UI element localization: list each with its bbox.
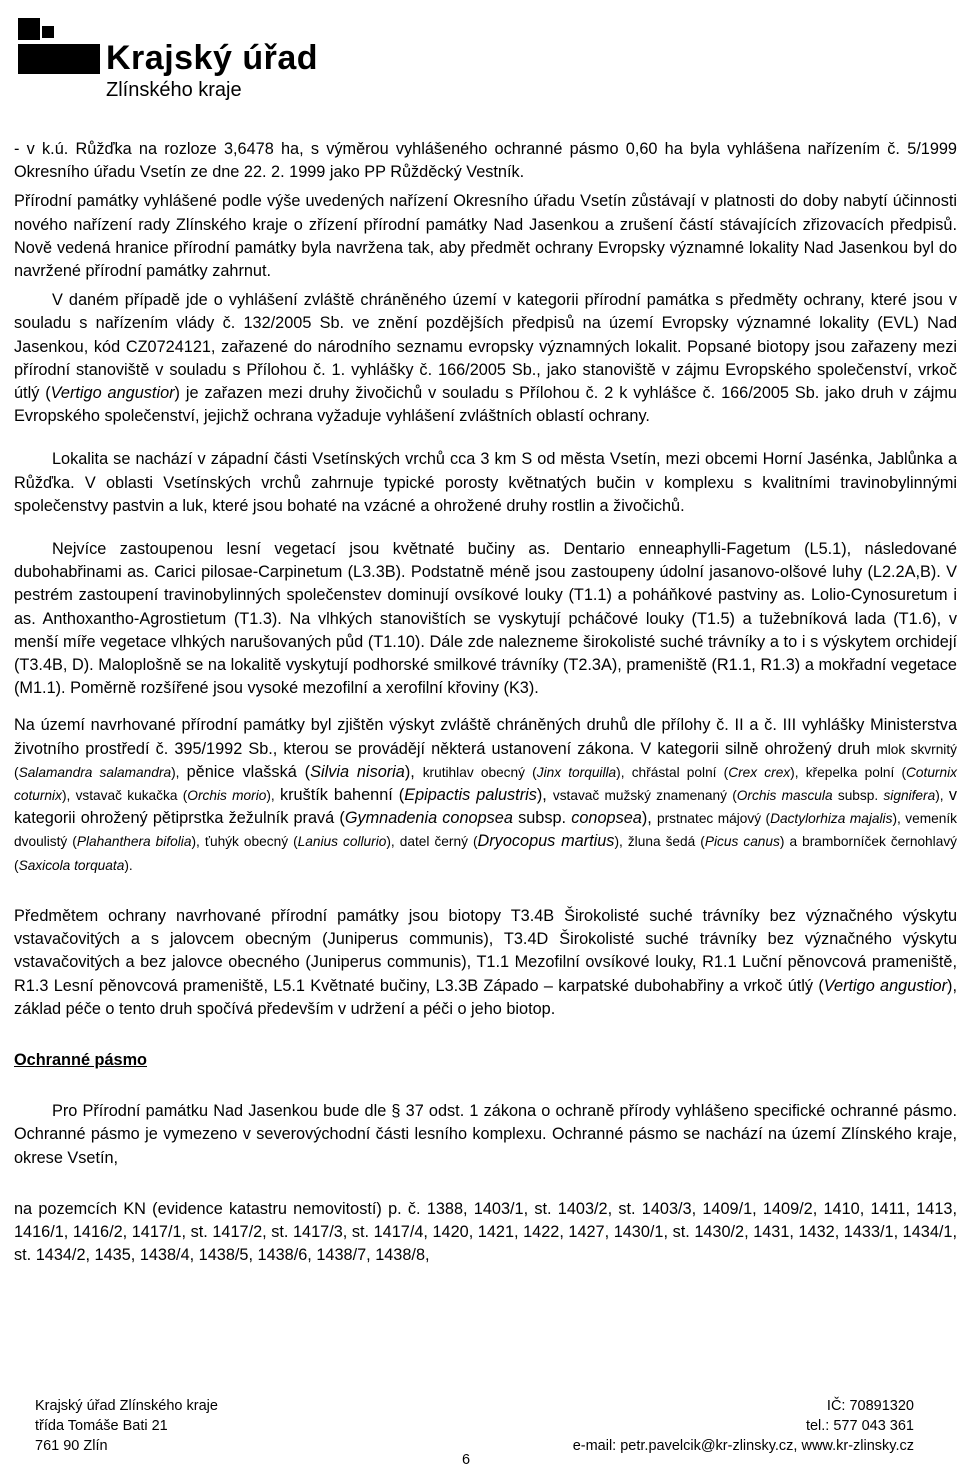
paragraph-parcels: na pozemcích KN (evidence katastru nemovitostí) p. č. 1388, 1403/1, st. 1403/2, st. 1403/3, 1409/1, 1409/2, 1410, 1411, 1413, 1416/1, 1416/2, 1417/1, st. 1417/2, st. 1417/3, st. 1417/4, 1420, 1421, 1422, 1427, 1430/1, st. 1430/2, 1431, 1432, 1433/1, 1434/1, st. 1434/2, 1435, 1438/4, 1438/5, 1438/6, 1438/7, 1438/8, bbox=[14, 1199, 957, 1265]
logo-square-small bbox=[42, 26, 54, 38]
footer-city: 761 90 Zlín bbox=[35, 1438, 108, 1454]
section-heading: Ochranné pásmo bbox=[14, 1050, 148, 1069]
page-footer bbox=[0, 1396, 960, 1476]
logo-subtitle: Zlínského kraje bbox=[106, 79, 242, 101]
paragraph-5: Nejvíce zastoupenou lesní vegetací jsou květnaté bučiny as. Dentario enneaphylli-Fagetum (L5.1), následované dubohabřinami as. Carici pilosae-Carpinetum (L3.3B). Podstatně méně jsou zastoupeny údolní jasanovo-olšové luhy (L2.2A,B). V pestrém zastoupení travinobylinných společenstev dominují ovsíkové louky (T1.1) a poháňkové pastviny as. Lolio-Cynosuretum i as. Anthoxantho-Agrostietum (T1.3). Na vlhkých stanovištích se vyskytují pcháčové louky (T1.5) a tužebníková lada (T1.6), v menší míře vegetace vlhkých narušovaných půd (T1.10). Dále zde nalezneme širokolisté suché trávníky a to i s výskytem orchidejí (T3.4B, D). Maloplošně se na lokalitě vyskytují podhorské smilkové trávníky (T2.3A), prameniště (R1.1, R1.3) a mokřadní vegetace (M1.1). Poměrně rozšířené jsou vysoké mezofilní a xerofilní křoviny (K3). bbox=[14, 540, 957, 698]
paragraph-buffer-zone: Pro Přírodní památku Nad Jasenkou bude dle § 37 odst. 1 zákona o ochraně přírody vyhlášeno specifické ochranné pásmo. Ochranné pásmo je vymezeno v severovýchodní části lesního komplexu. Ochranné pásmo se nachází na území Zlínského kraje, okrese Vsetín, bbox=[14, 1102, 957, 1167]
footer-address bbox=[35, 1396, 218, 1456]
footer-office-name: Krajský úřad Zlínského kraje bbox=[35, 1398, 218, 1414]
logo-title: Krajský úřad bbox=[106, 39, 318, 77]
paragraph-3: V daném případě jde o vyhlášení zvláště chráněného území v kategorii přírodní památka s předměty ochrany, které jsou v souladu s nařízením vlády č. 132/2005 Sb. ve znění pozdějších předpisů na území Evropsky významné lokality (EVL) Nad Jasenkou, kód CZ0724121, zařazené do národního seznamu evropsky významných lokalit. Popsané biotopy jsou zařazeny mezi přírodní stanoviště v souladu s Přílohou č. 1. vyhlášky č. 166/2005 Sb., jako stanoviště v zájmu Evropského společenství, vrkoč útlý (Vertigo angustior) je zařazen mezi druhy živočichů v souladu s Přílohou č. 2 k vyhlášce č. 166/2005 Sb. jako druh v zájmu Evropského společenství, jejichž ochrana vyžaduje vyhlášení zvláštních oblastí ochrany. bbox=[14, 291, 957, 426]
paragraph-2: Přírodní památky vyhlášené podle výše uvedených nařízení Okresního úřadu Vsetín zůstávají v platnosti do doby nabytí účinnosti nového nařízení rady Zlínského kraje o zřízení přírodní památky Nad Jasenkou a zrušení částí stávajících zřizovacích předpisů. Nově vedená hranice přírodní památky byla navržena tak, aby předmět ochrany Evropsky významné lokality Nad Jasenkou byl do navržené přírodní památky zahrnut. bbox=[14, 192, 957, 281]
page-number: 6 bbox=[462, 1452, 471, 1468]
paragraph-4: Lokalita se nachází v západní části Vsetínských vrchů cca 3 km S od města Vsetín, mezi obcemi Horní Jasénka, Jablůnka a Růžďka. V oblasti Vsetínských vrchů zahrnuje typické porosty květnatých bučin v komplexu s kvalitními travinobylinnými společenstvy pastvin a luk, které jsou bohaté na vzácné a ohrožené druhy rostlin a živočichů. bbox=[14, 450, 957, 515]
paragraph-species: Na území navrhované přírodní památky byl zjištěn výskyt zvláště chráněných druhů dle přílohy č. II a č. III vyhlášky Ministerstva životního prostředí č. 395/1992 Sb., kterou se provádějí některá ustanovení zákona. V kategorii silně ohrožený druh mlok skvrnitý (Salamandra salamandra), pěnice vlašská (Silvia nisoria), krutihlav obecný (Jinx torquilla), chřástal polní (Crex crex), křepelka polní (Coturnix coturnix), vstavač kukačka (Orchis morio), kruštík bahenní (Epipactis palustris), vstavač mužský znamenaný (Orchis mascula subsp. signifera), v kategorii ohrožený pětiprstka žežulník pravá (Gymnadenia conopsea subsp. conopsea), prstnatec májový (Dactylorhiza majalis), vemeník dvoulistý (Plahanthera bifolia), ťuhýk obecný (Lanius collurio), datel černý (Dryocopus martius), žluna šedá (Picus canus) a bramborníček černohlavý (Saxicola torquata). bbox=[14, 716, 958, 873]
document-body bbox=[14, 138, 957, 1267]
footer-phone: tel.: 577 043 361 bbox=[805, 1418, 914, 1434]
paragraph-protection-subject: Předmětem ochrany navrhované přírodní památky jsou biotopy T3.4B Širokolisté suché trávníky bez význačného výskytu vstavačovitých a s jalovcem obecným (Juniperus communis), T3.4D Širokolisté suché trávníky bez význačného výskytu vstavačovitých a bez jalovce obecného (Juniperus communis), T1.1 Mezofilní ovsíkové louky, R1.1 Luční pěnovcová prameniště, R1.3 Lesní pěnovcová prameniště, L5.1 Květnaté bučiny, L3.3B Západo – karpatské dubohabřiny a vrkoč útlý (Vertigo angustior), základ péče o tento druh spočívá především v udržení a péči o jeho biotop. bbox=[14, 906, 957, 1018]
footer-street: třída Tomáše Bati 21 bbox=[35, 1418, 168, 1434]
footer-email-web: e-mail: petr.pavelcik@kr-zlinsky.cz, www.kr-zlinsky.cz bbox=[572, 1438, 914, 1454]
footer-contact bbox=[573, 1396, 914, 1456]
office-logo bbox=[18, 18, 318, 101]
footer-ico: IČ: 70891320 bbox=[826, 1398, 914, 1414]
logo-square-large bbox=[18, 18, 40, 40]
logo-bar bbox=[18, 44, 100, 74]
paragraph-1: - v k.ú. Růžďka na rozloze 3,6478 ha, s výměrou vyhlášeného ochranné pásmo 0,60 ha byla vyhlášena nařízením č. 5/1999 Okresního úřadu Vsetín ze dne 22. 2. 1999 jako PP Růžděcký Vestník. bbox=[14, 140, 957, 182]
